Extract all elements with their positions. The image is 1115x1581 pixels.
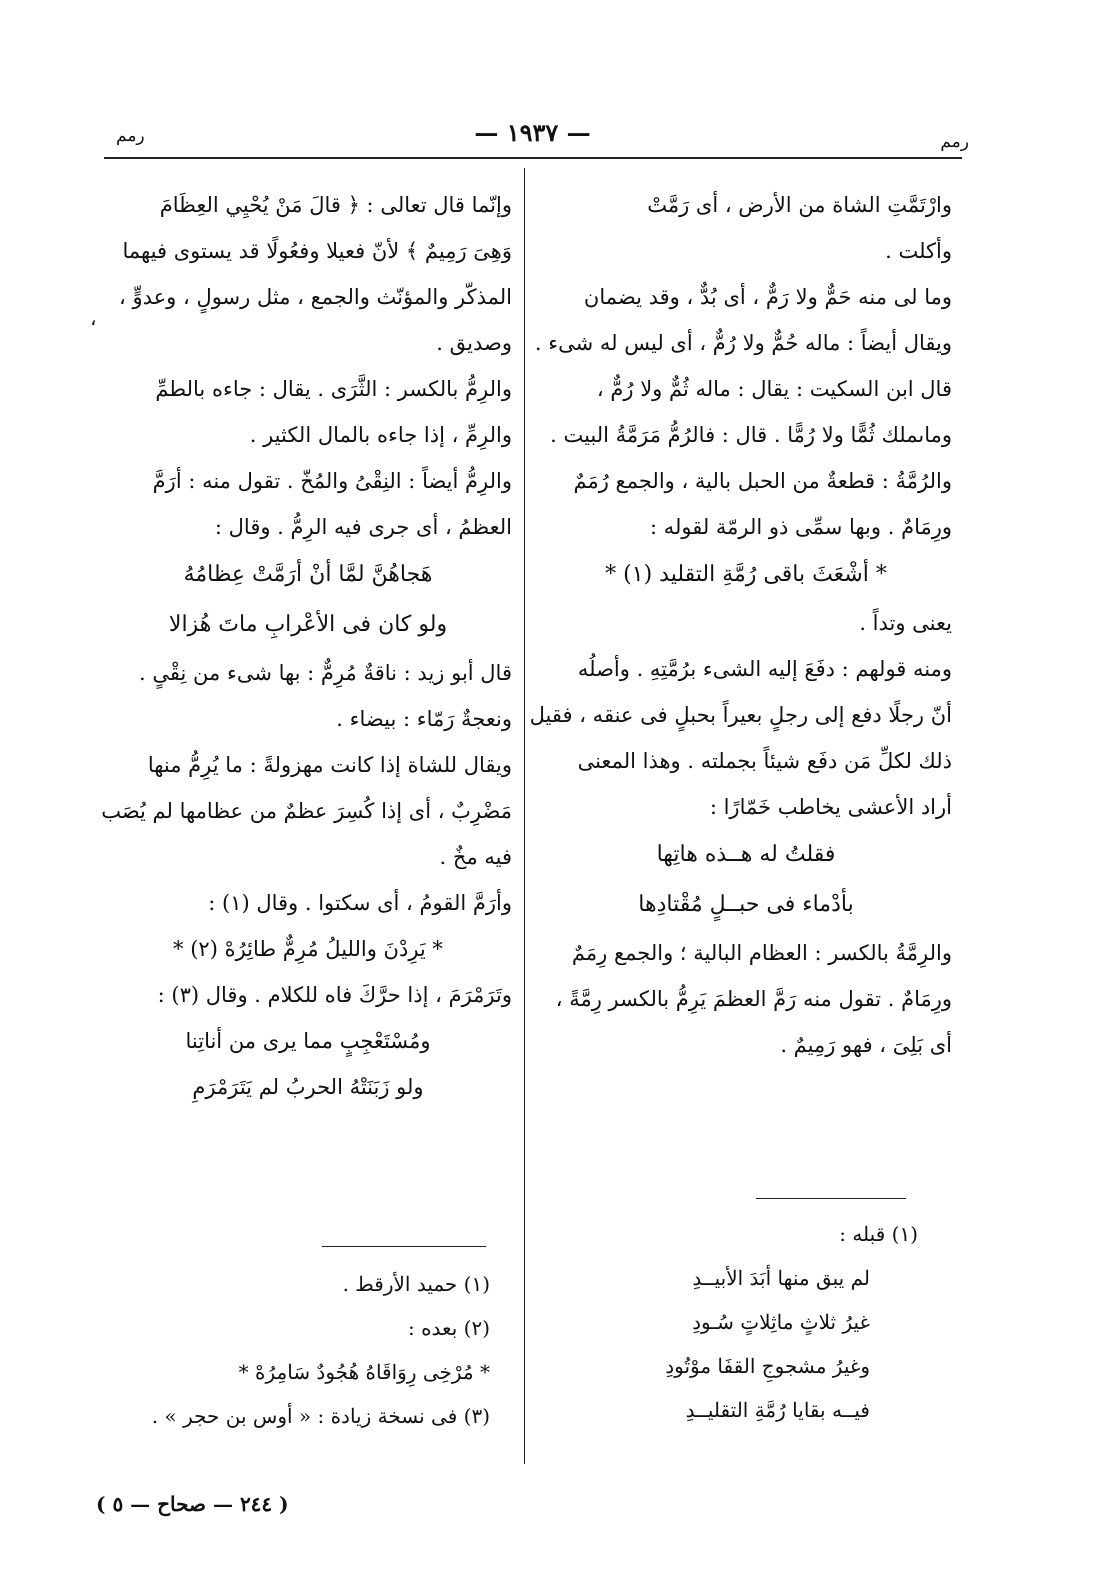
text-line: قال أبو زيد : ناقةٌ مُرِمٌّ : بها شىء من نِقْىٍ . xyxy=(139,661,512,685)
verse-line: ولو زَبَنَتْهُ الحربُ لم يَتَرَمْرَمِ xyxy=(192,1075,424,1099)
text-line: ورِمَامٌ . وبها سمِّى ذو الرمّة لقوله : xyxy=(649,515,952,539)
footnote-verse: غيرُ ثلاثٍ ماثِلاتٍ سُـودِ xyxy=(692,1310,870,1334)
text-line: العظمُ ، أى جرى فيه الرِمُّ . وقال : xyxy=(214,515,512,539)
right-footnotes xyxy=(600,1212,918,1432)
text-line: ويقال للشاة إذا كانت مهزولةً : ما يُرِمُّ منها xyxy=(147,753,512,777)
text-line: وارْتَمَّتِ الشاة من الأرض ، أى رَمَّتْ xyxy=(647,193,952,217)
text-line: مَضْرِبٌ ، أى إذا كُسِرَ عظمٌ من عظامها لم يُصَب xyxy=(101,799,512,823)
text-line: وأرَمَّ القومُ ، أى سكتوا . وقال (١) : xyxy=(208,891,512,915)
text-line: المذكّر والمؤنّث والجمع ، مثل رسولٍ ، وعدوٍّ ، xyxy=(119,285,512,309)
text-line: قال ابن السكيت : يقال : ماله ثُمٌّ ولا رُمٌّ ، xyxy=(596,377,952,401)
footnote-verse: * مُرْخِى رِوَاقَاهُ هُجُودٌ سَامِرُهْ * xyxy=(238,1360,490,1384)
footnote-verse: لم يبق منها أبَدَ الأبيــدِ xyxy=(692,1266,870,1290)
text-line: وصديق . xyxy=(436,331,512,355)
footnote-rule-right xyxy=(756,1198,906,1199)
footnote-line: (١) حميد الأرقط . xyxy=(342,1272,490,1296)
header-left-label: رمم xyxy=(116,126,145,146)
text-line: أى بَلِىَ ، فهو رَمِيمٌ . xyxy=(780,1033,952,1057)
verse-line: * أشْعَثَ باقى رُمَّةِ التقليد (١) * xyxy=(605,562,887,587)
text-line: أراد الأعشى يخاطب خَمّارًا : xyxy=(709,795,952,819)
footnote-verse: فيــه بقايا رُمَّةِ التقليــدِ xyxy=(685,1398,870,1422)
column-divider xyxy=(524,168,525,1464)
header-rule xyxy=(104,157,962,159)
text-line: وتَرَمْرَمَ ، إذا حرَّكَ فاه للكلام . وقال (٣) : xyxy=(157,983,512,1007)
left-footnotes xyxy=(151,1262,490,1438)
text-line: فيه مخٌ . xyxy=(439,845,512,869)
text-line: أنّ رجلًا دفع إلى رجلٍ بعيراً بحبلٍ فى عنقه ، فقيل xyxy=(529,703,952,727)
footnote-line: (١) قبله : xyxy=(839,1222,918,1246)
text-line: ذلك لكلِّ مَن دفَع شيئاً بجملته . وهذا المعنى xyxy=(577,749,952,773)
page-header xyxy=(100,118,969,158)
footnote-line: (٢) بعده : xyxy=(407,1316,490,1340)
signature-footer: ( ٢٤٤ — صحاح — ٥ ) xyxy=(96,1492,289,1516)
footnote-line: (٣) فى نسخة زيادة : « أوس بن حجر » . xyxy=(151,1404,490,1428)
text-line: والرِمَّةُ بالكسر : العظام البالية ؛ والجمع رِمَمٌ xyxy=(571,941,952,965)
verse-line: * يَرِدْنَ والليلُ مُرِمٌّ طائِرُهْ (٢) * xyxy=(173,937,443,961)
verse-line: هَجاهُنَّ لمَّا أنْ أرَمَّتْ عِظامُهُ xyxy=(183,562,433,587)
text-line: والرِمِّ ، إذا جاءه بالمال الكثير . xyxy=(249,423,512,447)
text-line: ونعجةٌ رَمّاء : بيضاء . xyxy=(336,707,512,731)
text-line: يعنى وتداً . xyxy=(859,611,952,635)
verse-line: ولو كان فى الأعْرابِ ماتَ هُزالا xyxy=(168,612,448,637)
margin-mark: ، xyxy=(90,306,97,330)
text-line: ومنه قولهم : دفَعَ إليه الشىء برُمَّتِهِ . وأصلُه xyxy=(577,657,952,681)
text-line: وماىملك ثُمًّا ولا رُمًّا . قال : فالرُمُّ مَرَمَّةُ البيت . xyxy=(550,423,952,447)
text-line: ورِمَامٌ . تقول منه رَمَّ العظمَ يَرِمُّ بالكسر رِمَّةً ، xyxy=(555,987,952,1011)
text-line: والرُمَّةُ : قطعةٌ من الحبل بالية ، والجمع رُمَمٌ xyxy=(573,469,952,493)
text-line: وأكلت . xyxy=(885,239,952,263)
page-number: — ١٩٣٧ — xyxy=(474,118,591,147)
footnote-verse: وغيرُ مشجوجِ القفَا موْتُودِ xyxy=(665,1354,870,1378)
header-right-label: رمم xyxy=(940,132,969,152)
left-column xyxy=(101,182,512,1382)
verse-line: بأدْماء فى حبــلٍ مُقْتادِها xyxy=(638,892,854,917)
text-line: وما لى منه حَمٌّ ولا رَمٌّ ، أى بُدٌّ ، وقد يضمان xyxy=(583,285,952,309)
text-line: وَهِىَ رَمِيمٌ ﴾ لأنّ فعيلا وفعُولًا قد يستوى فيهما xyxy=(122,239,512,263)
text-line: والرِمُّ أيضاً : النِقْىُ والمُخّ . تقول منه : أرَمَّ xyxy=(152,469,512,493)
verse-line: فقلتُ له هــذه هاتِها xyxy=(656,842,836,867)
text-line: والرِمُّ بالكسر : الثَّرَى . يقال : جاءه بالطمِّ xyxy=(155,377,512,401)
verse-line: ومُسْتَعْجِبٍ مما يرى من أناتِنا xyxy=(185,1029,431,1053)
text-line: وإنّما قال تعالى : ﴿ قالَ مَنْ يُحْيِي العِظَامَ xyxy=(159,193,512,217)
text-line: ويقال أيضاً : ماله حُمٌّ ولا رُمٌّ ، أى ليس له شىء . xyxy=(534,331,952,355)
footnote-rule-left xyxy=(322,1246,486,1247)
